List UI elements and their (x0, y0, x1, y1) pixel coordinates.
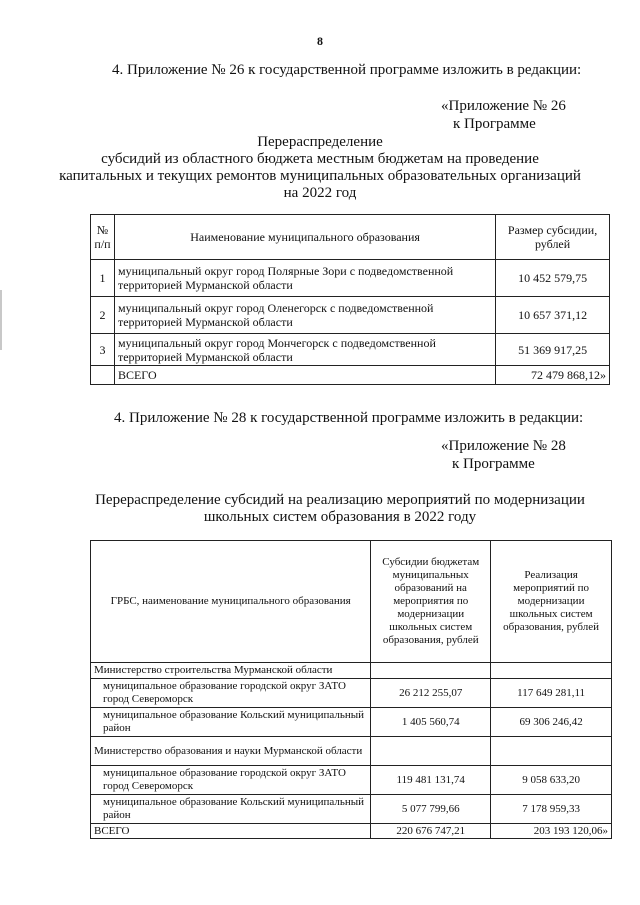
table-row (91, 766, 612, 795)
section1-heading: 4. Приложение № 26 к государственной программе изложить в редакции: (112, 62, 582, 78)
row-amount: 51 369 917,25 (496, 334, 610, 366)
table-row (91, 297, 610, 334)
header-number: № п/п (91, 215, 115, 260)
ministry-row (91, 663, 612, 679)
total-subsidy: 220 676 747,21 (371, 824, 491, 839)
ministry-name: Министерство образования и науки Мурманской области (91, 737, 371, 766)
section1-title-line1: Перераспределение (257, 134, 383, 150)
table-row (91, 795, 612, 824)
row-realization: 7 178 959,33 (491, 795, 612, 824)
modernization-table-28 (90, 540, 612, 839)
row-number: 2 (91, 297, 115, 334)
header-subsidy: Субсидии бюджетам муниципальных образований на мероприятия по модернизации школьных систем образования, рублей (371, 541, 491, 663)
row-subsidy: 5 077 799,66 (371, 795, 491, 824)
table-total-row (91, 366, 610, 385)
row-municipality: муниципальное образование городской округ ЗАТО город Североморск (91, 766, 371, 795)
table-row (91, 708, 612, 737)
section1-title-line2: субсидий из областного бюджета местным бюджетам на проведение (101, 151, 539, 167)
row-amount: 10 452 579,75 (496, 260, 610, 297)
table-row (91, 260, 610, 297)
table-row (91, 679, 612, 708)
section1-appendix-line2: к Программе (453, 116, 536, 132)
row-municipality: муниципальное образование Кольский муниципальный район (91, 795, 371, 824)
table-header-row (91, 541, 612, 663)
ministry-row (91, 737, 612, 766)
section2-title-line2: школьных систем образования в 2022 году (203, 509, 477, 525)
section2-title-line1: Перераспределение субсидий на реализацию мероприятий по модернизации (95, 492, 585, 508)
ministry-name: Министерство строительства Мурманской области (91, 663, 371, 679)
section1-title-line4: на 2022 год (283, 185, 357, 201)
row-realization: 69 306 246,42 (491, 708, 612, 737)
header-amount: Размер субсидии, рублей (496, 215, 610, 260)
section2-heading: 4. Приложение № 28 к государственной программе изложить в редакции: (114, 410, 584, 426)
total-realization: 203 193 120,06» (491, 824, 612, 839)
section2-appendix-line1: «Приложение № 28 (441, 438, 566, 454)
row-amount: 10 657 371,12 (496, 297, 610, 334)
row-municipality: муниципальный округ город Мончегорск с подведомственной территорией Мурманской области (114, 334, 495, 366)
row-municipality: муниципальное образование Кольский муниципальный район (91, 708, 371, 737)
subsidy-table-26 (90, 214, 610, 385)
row-realization: 9 058 633,20 (491, 766, 612, 795)
header-grbs: ГРБС, наименование муниципального образования (91, 541, 371, 663)
row-subsidy: 1 405 560,74 (371, 708, 491, 737)
section1-appendix-line1: «Приложение № 26 (441, 98, 566, 114)
section1-title-line3: капитальных и текущих ремонтов муниципальных образовательных организаций (59, 168, 581, 184)
total-amount: 72 479 868,12» (496, 366, 610, 385)
row-number: 3 (91, 334, 115, 366)
row-subsidy: 26 212 255,07 (371, 679, 491, 708)
row-number: 1 (91, 260, 115, 297)
scan-edge-mark (0, 290, 2, 350)
total-label: ВСЕГО (91, 824, 371, 839)
table-row (91, 334, 610, 366)
header-municipality: Наименование муниципального образования (114, 215, 495, 260)
row-municipality: муниципальный округ город Оленегорск с подведомственной территорией Мурманской области (114, 297, 495, 334)
section2-appendix-line2: к Программе (452, 456, 535, 472)
page-number: 8 (317, 34, 323, 48)
row-municipality: муниципальный округ город Полярные Зори с подведомственной территорией Мурманской области (114, 260, 495, 297)
row-realization: 117 649 281,11 (491, 679, 612, 708)
header-realization: Реализация мероприятий по модернизации школьных систем образования, рублей (491, 541, 612, 663)
table-header-row (91, 215, 610, 260)
row-municipality: муниципальное образование городской округ ЗАТО город Североморск (91, 679, 371, 708)
table-total-row (91, 824, 612, 839)
total-label: ВСЕГО (114, 366, 495, 385)
row-subsidy: 119 481 131,74 (371, 766, 491, 795)
